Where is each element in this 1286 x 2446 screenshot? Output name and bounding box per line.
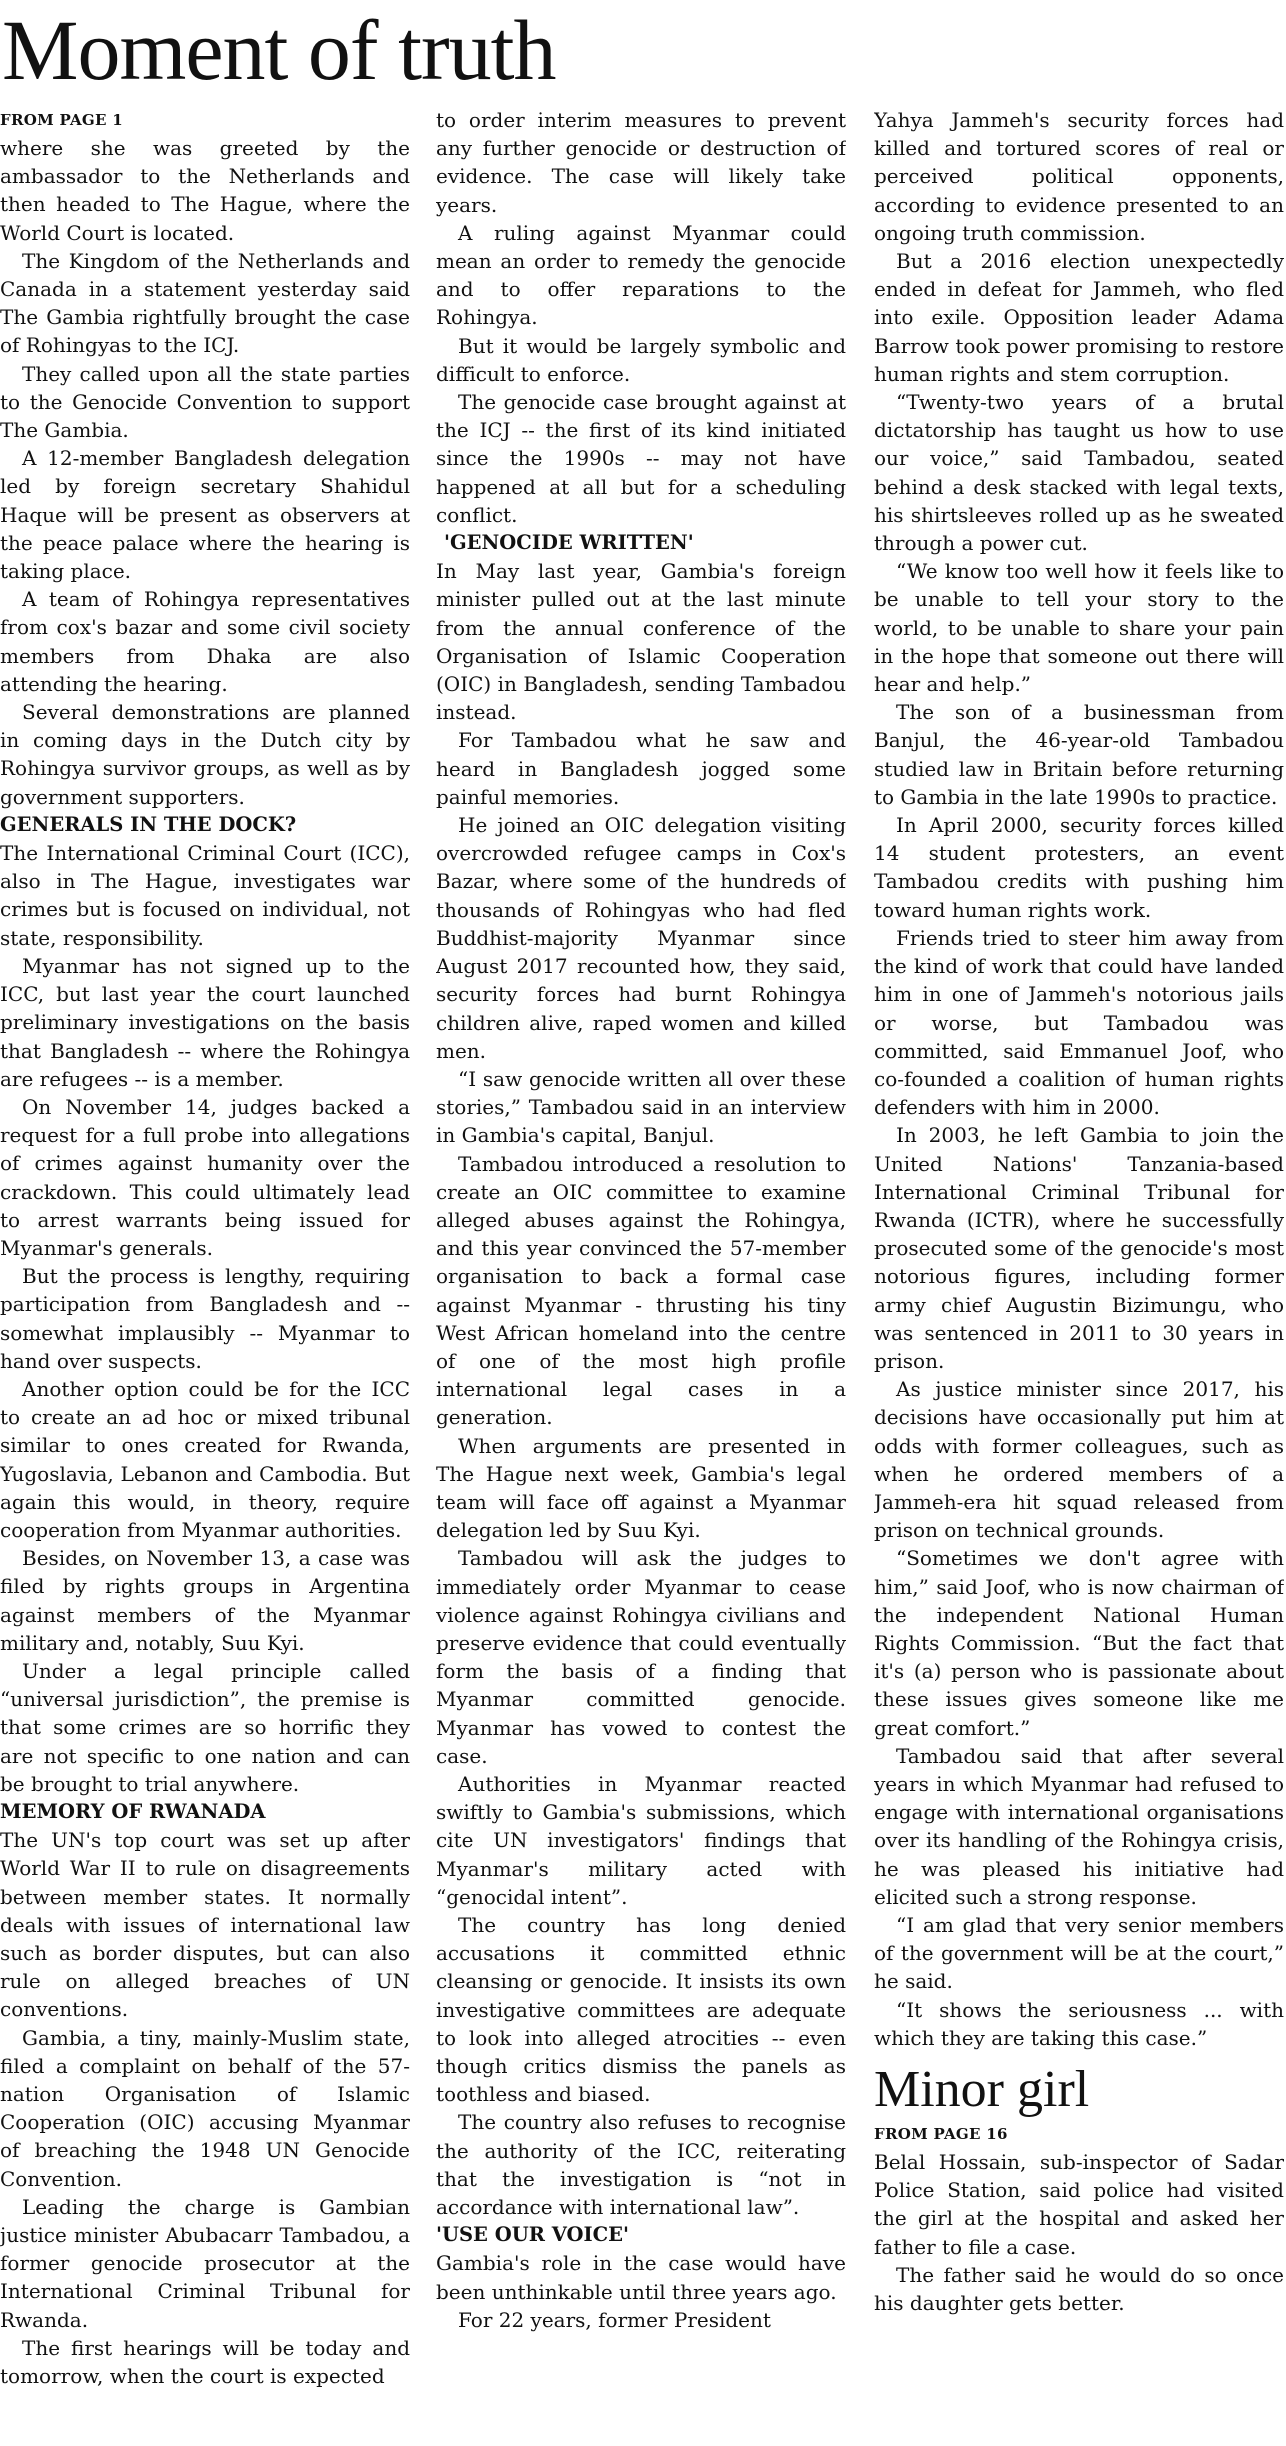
article-paragraph: But a 2016 election unexpectedly ended in defeat for Jammeh, who fled into exile. Opposition leader Adama Barrow took power promising to restore human rights and stem corruption. — [874, 249, 1284, 386]
article-paragraph: Friends tried to steer him away from the kind of work that could have landed him in one of Jammeh's notorious jails or worse, but Tambadou was committed, said Emmanuel Joof, who co-founded a coalition of human rights defenders with him in 2000. — [874, 925, 1284, 1120]
article-paragraph: Gambia's role in the case would have been unthinkable until three years ago. — [436, 2251, 846, 2304]
article-paragraph: Gambia, a tiny, mainly-Muslim state, filed a complaint on behalf of the 57-nation Organisation of Islamic Cooperation (OIC) accusing Myanmar of breaching the 1948 UN Genocide Convention. — [0, 2025, 410, 2191]
article-paragraph: The Kingdom of the Netherlands and Canada in a statement yesterday said The Gambia rightfully brought the case of Rohingyas to the ICJ. — [0, 248, 410, 358]
article-paragraph: The country has long denied accusations it committed ethnic cleansing or genocide. It insists its own investigative committees are adequate to look into alleged atrocities -- even though critics dismiss the panels as toothless and biased. — [436, 1913, 846, 2107]
article-paragraph: The International Criminal Court (ICC), also in The Hague, investigates war crimes but is focused on individual, not state, responsibility. — [0, 841, 410, 950]
article-paragraph: The first hearings will be today and tomorrow, when the court is expected — [0, 2335, 410, 2389]
article-paragraph: The country also refuses to recognise the authority of the ICC, reiterating that the investigation is “not in accordance with international law”. — [436, 2110, 846, 2220]
article-paragraph: Myanmar has not signed up to the ICC, but last year the court launched preliminary investigations on the basis that Bangladesh -- where the Rohingya are refugees -- is a member. — [0, 953, 410, 1091]
article-paragraph: The UN's top court was set up after World War II to rule on disagreements between member states. It normally deals with issues of international law such as border disputes, but can also rule on alleged breaches of UN conventions. — [0, 1828, 410, 2022]
article-paragraph: He joined an OIC delegation visiting overcrowded refugee camps in Cox's Bazar, where some of the hundreds of thousands of Rohingyas who had fled Buddhist-majority Myanmar since August 2017 recounted how, they said, security forces had burnt Rohingya children alive, raped women and killed men. — [436, 813, 846, 1063]
article-paragraph: Authorities in Myanmar reacted swiftly to Gambia's submissions, which cite UN investigators' findings that Myanmar's military acted with “genocidal intent”. — [436, 1771, 846, 1909]
article-paragraph: The father said he would do so once his daughter gets better. — [874, 2262, 1284, 2316]
article-paragraph: “I am glad that very senior members of the government will be at the court,” he said. — [874, 1913, 1284, 1994]
article-paragraph: “It shows the seriousness ... with which they are taking this case.” — [874, 1997, 1284, 2050]
article-paragraph: Tambadou said that after several years in which Myanmar had refused to engage with international organisations over its handling of the Rohingya crisis, he was pleased his initiative had elicited such a strong response. — [874, 1743, 1284, 1909]
subheading: 'USE OUR VOICE' — [436, 2223, 629, 2247]
article-paragraph: The son of a businessman from Banjul, the 46-year-old Tambadou studied law in Britain before returning to Gambia in the late 1990s to practice. — [874, 700, 1284, 809]
headline: Moment of truth — [2, 2, 556, 98]
article-paragraph: “Sometimes we don't agree with him,” said Joof, who is now chairman of the independent National Human Rights Commission. “But the fact that it's (a) person who is passionate about these issues gives someone like me great comfort.” — [874, 1546, 1284, 1740]
subheading: GENERALS IN THE DOCK? — [0, 812, 297, 836]
article-paragraph: As justice minister since 2017, his decisions have occasionally put him at odds with former colleagues, such as when he ordered members of a Jammeh-era hit squad released from prison on technical grounds. — [874, 1377, 1284, 1543]
article-paragraph: But it would be largely symbolic and difficult to enforce. — [436, 333, 846, 386]
article-paragraph: Several demonstrations are planned in coming days in the Dutch city by Rohingya survivor groups, as well as by government supporters. — [0, 700, 410, 809]
article-paragraph: Belal Hossain, sub-inspector of Sadar Police Station, said police had visited the girl at the hospital and asked her father to file a case. — [874, 2150, 1284, 2259]
article-paragraph: “Twenty-two years of a brutal dictatorship has taught us how to use our voice,” said Tambadou, seated behind a desk stacked with legal texts, his shirtsleeves rolled up as he sweated through a power cut. — [874, 390, 1284, 556]
article-paragraph: The genocide case brought against at the ICJ -- the first of its kind initiated since the 1990s -- may not have happened at all but for a scheduling conflict. — [436, 390, 846, 527]
article-paragraph: On November 14, judges backed a request for a full probe into allegations of crimes against humanity over the crackdown. This could ultimately lead to arrest warrants being issued for Myanmar's generals. — [0, 1094, 410, 1260]
article-paragraph: A team of Rohingya representatives from cox's bazar and some civil society members from Dhaka are also attending the hearing. — [0, 587, 410, 696]
article-paragraph: Tambadou will ask the judges to immediately order Myanmar to cease violence against Rohingya civilians and preserve evidence that could eventually form the basis of a finding that Myanmar committed genocide. Myanmar has vowed to contest the case. — [436, 1546, 846, 1768]
article-paragraph: Tambadou introduced a resolution to create an OIC committee to examine alleged abuses against the Rohingya, and this year convinced the 57-member organisation to back a formal case against Myanmar - thrusting his tiny West African homeland into the centre of one of the most high profile international legal cases in a generation. — [436, 1151, 846, 1430]
article-paragraph: In 2003, he left Gambia to join the United Nations' Tanzania-based International Criminal Tribunal for Rwanda (ICTR), where he successfully prosecuted some of the genocide's most notorious figures, including former army chief Augustin Bizimungu, who was sentenced in 2011 to 30 years in prison. — [874, 1123, 1284, 1373]
continuation-kicker: FROM PAGE 1 — [0, 111, 124, 129]
continuation-kicker: FROM PAGE 16 — [874, 2125, 1008, 2144]
secondary-headline: Minor girl — [874, 2061, 1090, 2119]
article-paragraph: For 22 years, former President — [458, 2307, 771, 2332]
subheading: MEMORY OF RWANADA — [0, 1799, 266, 1823]
article-paragraph: A 12-member Bangladesh delegation led by foreign secretary Shahidul Haque will be present as observers at the peace palace where the hearing is taking place. — [0, 446, 410, 584]
article-paragraph: to order interim measures to prevent any further genocide or destruction of evidence. The case will likely take years. — [436, 108, 846, 217]
article-column-2 — [436, 106, 846, 2446]
article-paragraph: “We know too well how it feels like to be unable to tell your story to the world, to be unable to share your pain in the hope that someone out there will hear and help.” — [874, 559, 1284, 697]
article-paragraph: Another option could be for the ICC to create an ad hoc or mixed tribunal similar to ones created for Rwanda, Yugoslavia, Lebanon and Cambodia. But again this would, in theory, require cooperation from Myanmar authorities. — [0, 1376, 410, 1542]
article-paragraph: Yahya Jammeh's security forces had killed and tortured scores of real or perceived political opponents, according to evidence presented to an ongoing truth commission. — [874, 108, 1284, 245]
article-paragraph: In April 2000, security forces killed 14 student protesters, an event Tambadou credits with pushing him toward human rights work. — [874, 813, 1284, 922]
article-paragraph: They called upon all the state parties to the Genocide Convention to support The Gambia. — [0, 361, 410, 443]
subheading: 'GENOCIDE WRITTEN' — [444, 531, 694, 555]
article-paragraph: In May last year, Gambia's foreign minister pulled out at the last minute from the annual conference of the Organisation of Islamic Cooperation (OIC) in Bangladesh, sending Tambadou instead. — [436, 559, 846, 725]
article-column-1 — [0, 106, 410, 2446]
article-paragraph: Besides, on November 13, a case was filed by rights groups in Argentina against members of the Myanmar military and, notably, Suu Kyi. — [0, 1546, 410, 1655]
article-column-3 — [874, 106, 1284, 2446]
article-paragraph: A ruling against Myanmar could mean an order to remedy the genocide and to offer reparations to the Rohingya. — [436, 220, 846, 330]
article-paragraph: where she was greeted by the ambassador to the Netherlands and then headed to The Hague, where the World Court is located. — [0, 136, 410, 245]
article-paragraph: When arguments are presented in The Hague next week, Gambia's legal team will face off against a Myanmar delegation led by Suu Kyi. — [436, 1433, 846, 1543]
article-paragraph: For Tambadou what he saw and heard in Bangladesh jogged some painful memories. — [436, 728, 846, 809]
article-paragraph: Leading the charge is Gambian justice minister Abubacarr Tambadou, a former genocide prosecutor at the International Criminal Tribunal for Rwanda. — [0, 2194, 410, 2332]
article-paragraph: “I saw genocide written all over these stories,” Tambadou said in an interview in Gambia's capital, Banjul. — [436, 1066, 846, 1148]
article-paragraph: Under a legal principle called “universal jurisdiction”, the premise is that some crimes are so horrific they are not specific to one nation and can be brought to trial anywhere. — [0, 1658, 410, 1796]
article-paragraph: But the process is lengthy, requiring participation from Bangladesh and -- somewhat implausibly -- Myanmar to hand over suspects. — [0, 1264, 410, 1373]
